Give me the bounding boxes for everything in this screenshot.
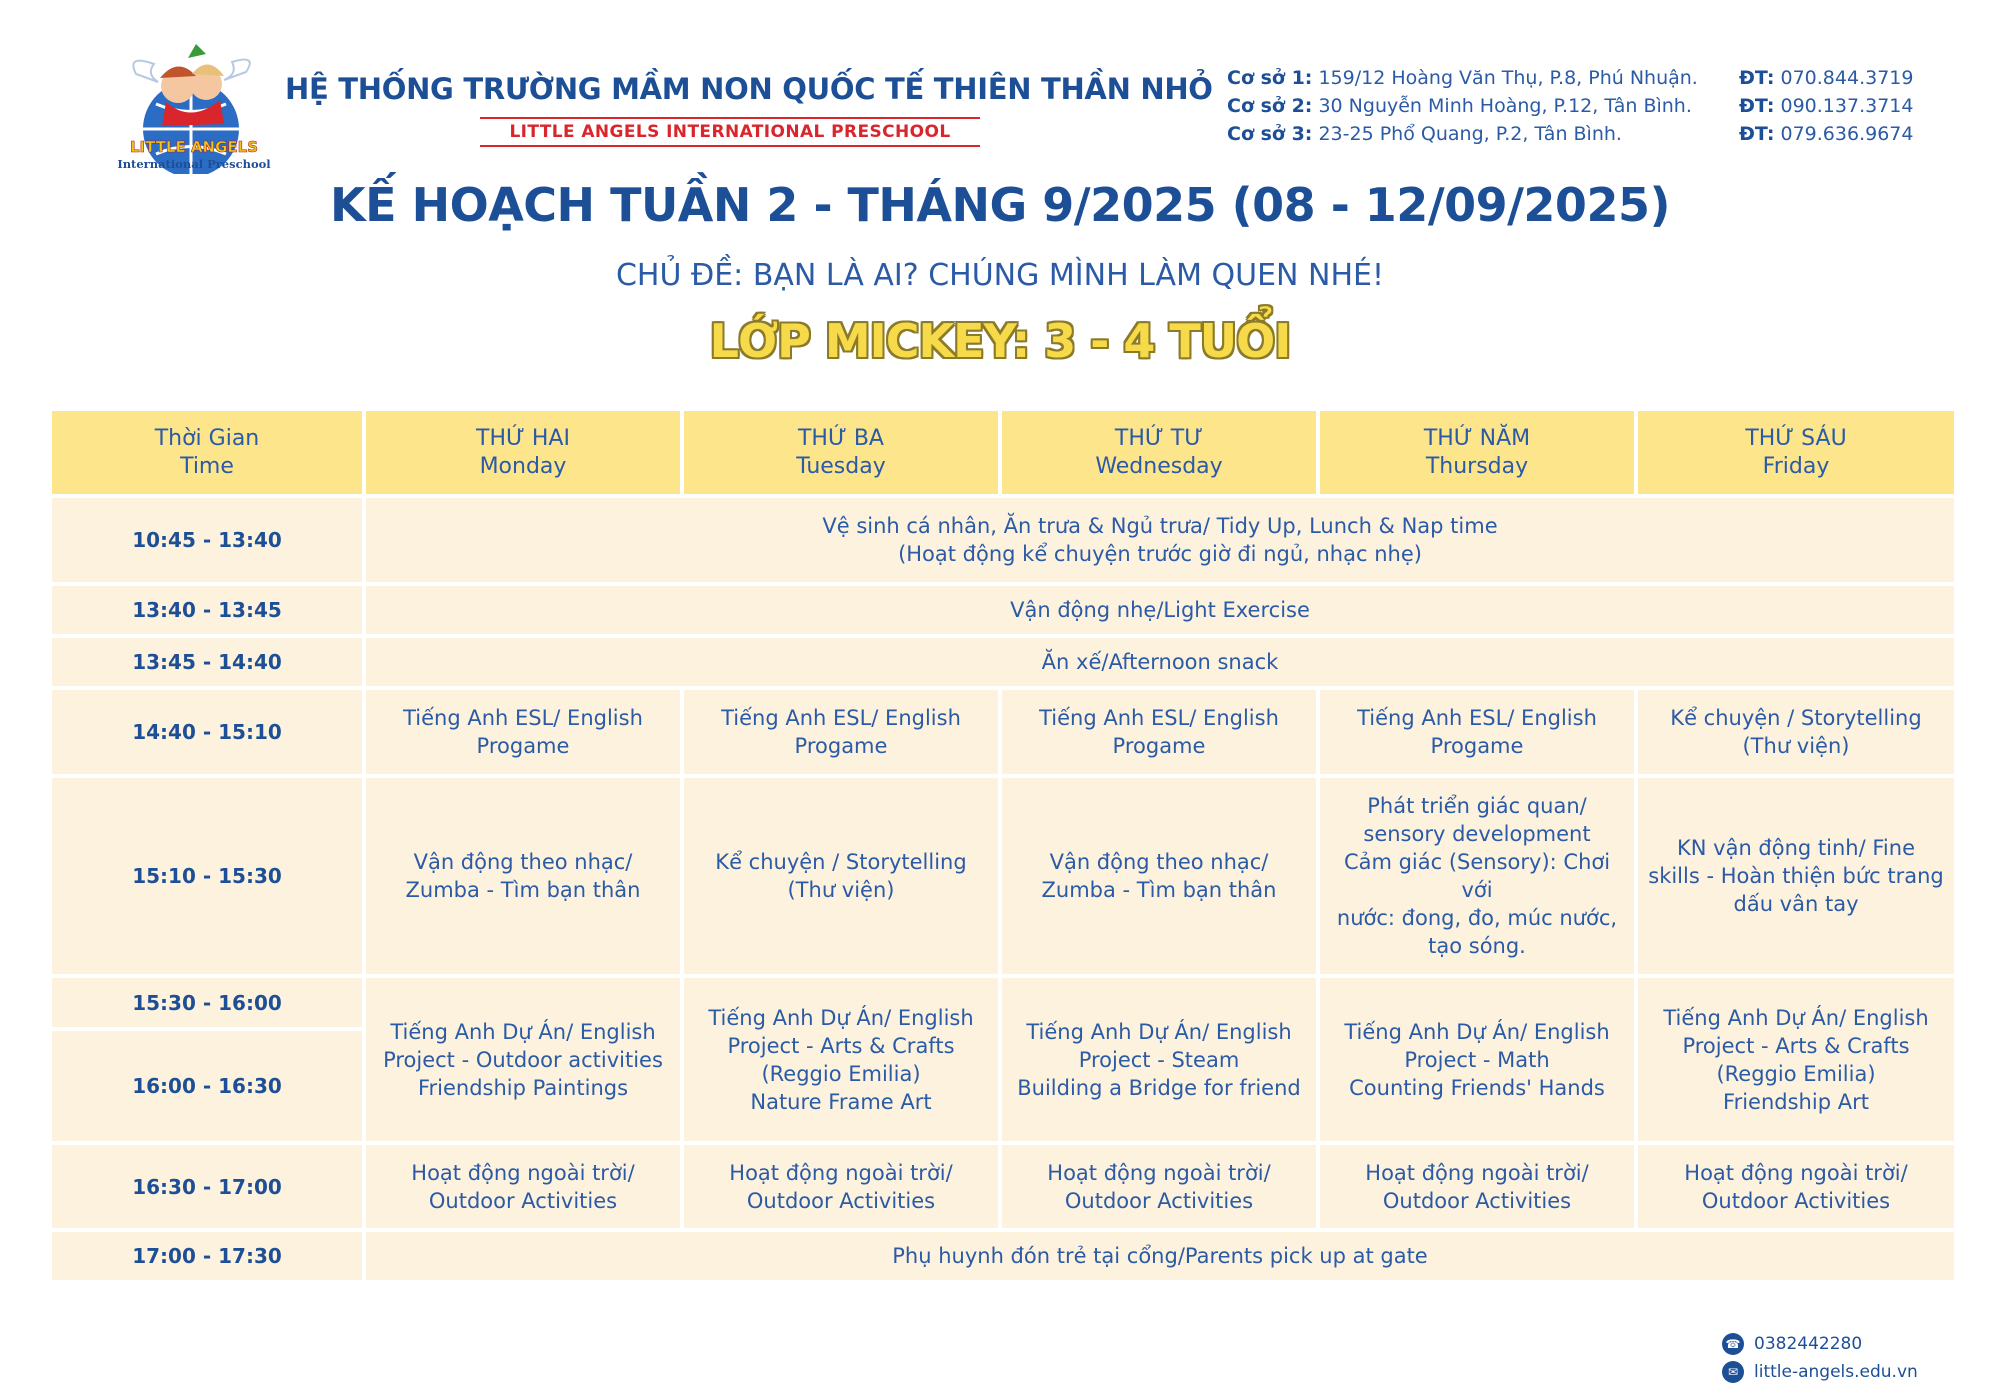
activity-cell: Vận động theo nhạc/ Zumba - Tìm bạn thân <box>1002 778 1320 978</box>
school-logo <box>96 34 276 174</box>
phone-label: ĐT: <box>1739 95 1775 117</box>
footer-phone <box>1722 1330 1918 1358</box>
time-cell: 13:45 - 14:40 <box>52 638 366 690</box>
campus-phone: 070.844.3719 <box>1780 67 1914 89</box>
activity-cell: Tiếng Anh ESL/ English Progame <box>366 690 684 778</box>
time-cell: 15:30 - 16:00 <box>52 978 366 1031</box>
header-wednesday: THỨ TƯ Wednesday <box>1002 411 1320 498</box>
phone-label: ĐT: <box>1739 123 1775 145</box>
theme-subtitle: CHỦ ĐỀ: BẠN LÀ AI? CHÚNG MÌNH LÀM QUEN NHÉ! <box>615 258 1384 293</box>
activity-cell: Tiếng Anh ESL/ English Progame <box>1002 690 1320 778</box>
campus-item <box>1227 120 1947 148</box>
campus-phone: 079.636.9674 <box>1780 123 1914 145</box>
time-cell: 16:30 - 17:00 <box>52 1145 366 1232</box>
activity-cell: Hoạt động ngoài trời/ Outdoor Activities <box>1638 1145 1958 1232</box>
divider-bottom <box>480 145 980 147</box>
campus-label: Cơ sở 2: <box>1227 95 1313 117</box>
project-cell: Tiếng Anh Dự Án/ English Project - Arts & Crafts (Reggio Emilia) Friendship Art <box>1638 978 1958 1145</box>
activity-cell: Tiếng Anh ESL/ English Progame <box>1320 690 1638 778</box>
header-friday: THỨ SÁU Friday <box>1638 411 1958 498</box>
campus-item <box>1227 92 1947 120</box>
campus-label: Cơ sở 1: <box>1227 67 1313 89</box>
shared-activity-cell: Vệ sinh cá nhân, Ăn trưa & Ngủ trưa/ Tidy Up, Lunch & Nap time (Hoạt động kể chuyện trước giờ đi ngủ, nhạc nhẹ) <box>366 498 1958 586</box>
time-cell: 16:00 - 16:30 <box>52 1031 366 1145</box>
activity-cell: Kể chuyện / Storytelling (Thư viện) <box>1638 690 1958 778</box>
shared-activity-cell: Vận động nhẹ/Light Exercise <box>366 586 1958 638</box>
campus-item <box>1227 64 1947 92</box>
project-cell: Tiếng Anh Dự Án/ English Project - Math Counting Friends' Hands <box>1320 978 1638 1145</box>
project-cell: Tiếng Anh Dự Án/ English Project - Outdoor activities Friendship Paintings <box>366 978 684 1145</box>
class-title: LỚP MICKEY: 3 - 4 TUỔI <box>709 314 1291 368</box>
footer-website[interactable] <box>1722 1358 1918 1386</box>
campus-address: 23-25 Phổ Quang, P.2, Tân Bình. <box>1318 123 1622 145</box>
footer-website-link[interactable]: little-angels.edu.vn <box>1754 1362 1918 1382</box>
campus-phone: 090.137.3714 <box>1780 95 1914 117</box>
school-name-en: LITTLE ANGELS INTERNATIONAL PRESCHOOL <box>509 122 951 142</box>
campus-address: 30 Nguyễn Minh Hoàng, P.12, Tân Bình. <box>1318 95 1692 117</box>
time-cell: 15:10 - 15:30 <box>52 778 366 978</box>
weekly-schedule-table <box>52 411 1958 1302</box>
time-cell: 14:40 - 15:10 <box>52 690 366 778</box>
shared-activity-cell: Phụ huynh đón trẻ tại cổng/Parents pick up at gate <box>366 1232 1958 1284</box>
school-name-block <box>285 72 1213 142</box>
header-monday: THỨ HAI Monday <box>366 411 684 498</box>
svg-text:International Preschool: International Preschool <box>117 157 271 171</box>
time-cell: 13:40 - 13:45 <box>52 586 366 638</box>
footer-contacts <box>1722 1330 1918 1386</box>
campus-address: 159/12 Hoàng Văn Thụ, P.8, Phú Nhuận. <box>1318 67 1698 89</box>
activity-cell: Kể chuyện / Storytelling (Thư viện) <box>684 778 1002 978</box>
time-cell: 10:45 - 13:40 <box>52 498 366 586</box>
phone-label: ĐT: <box>1739 67 1775 89</box>
activity-cell: Hoạt động ngoài trời/ Outdoor Activities <box>1002 1145 1320 1232</box>
shared-activity-cell: Ăn xế/Afternoon snack <box>366 638 1958 690</box>
header-tuesday: THỨ BA Tuesday <box>684 411 1002 498</box>
school-name-en-block <box>480 117 980 147</box>
phone-icon: ☎ <box>1722 1333 1744 1355</box>
activity-cell: Tiếng Anh ESL/ English Progame <box>684 690 1002 778</box>
project-cell: Tiếng Anh Dự Án/ English Project - Steam Building a Bridge for friend <box>1002 978 1320 1145</box>
activity-cell: Hoạt động ngoài trời/ Outdoor Activities <box>366 1145 684 1232</box>
campus-list <box>1227 64 1947 148</box>
page-title: KẾ HOẠCH TUẦN 2 - THÁNG 9/2025 (08 - 12/09/2025) <box>330 178 1670 232</box>
activity-cell: Phát triển giác quan/ sensory development Cảm giác (Sensory): Chơi với nước: đong, đo, múc nước, tạo sóng. <box>1320 778 1638 978</box>
activity-cell: Vận động theo nhạc/ Zumba - Tìm bạn thân <box>366 778 684 978</box>
header-time: Thời Gian Time <box>52 411 366 498</box>
time-cell: 17:00 - 17:30 <box>52 1232 366 1284</box>
svg-text:LITTLE ANGELS: LITTLE ANGELS <box>129 138 259 156</box>
footer-phone-number: 0382442280 <box>1754 1334 1863 1354</box>
header-thursday: THỨ NĂM Thursday <box>1320 411 1638 498</box>
school-name-vn: HỆ THỐNG TRƯỜNG MẦM NON QUỐC TẾ THIÊN THẦN NHỎ <box>285 72 1213 106</box>
project-cell: Tiếng Anh Dự Án/ English Project - Arts & Crafts (Reggio Emilia) Nature Frame Art <box>684 978 1002 1145</box>
campus-label: Cơ sở 3: <box>1227 123 1313 145</box>
activity-cell: Hoạt động ngoài trời/ Outdoor Activities <box>1320 1145 1638 1232</box>
logo-graphic <box>96 34 276 174</box>
activity-cell: Hoạt động ngoài trời/ Outdoor Activities <box>684 1145 1002 1232</box>
mail-icon: ✉ <box>1722 1361 1744 1383</box>
activity-cell: KN vận động tinh/ Fine skills - Hoàn thiện bức trang dấu vân tay <box>1638 778 1958 978</box>
